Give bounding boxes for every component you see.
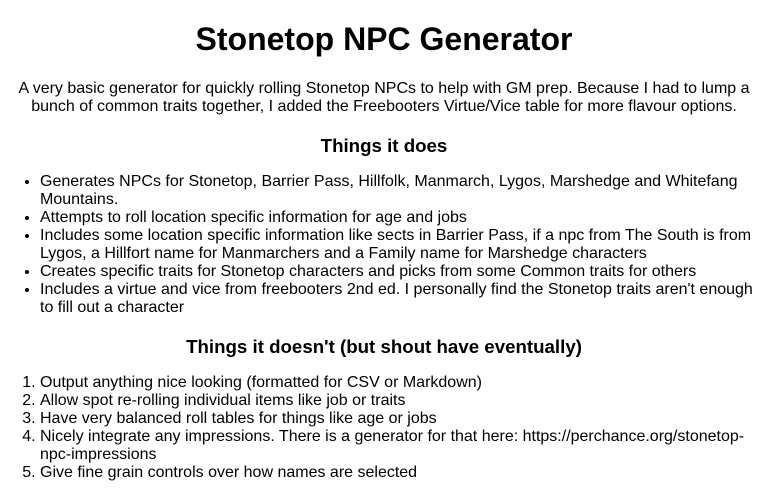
does-list — [8, 173, 760, 317]
list-item: • Attempts to roll location specific information for age and jobs — [40, 209, 760, 227]
intro-paragraph: A very basic generator for quickly rolling Stonetop NPCs to help with GM prep. Because I had to lump a bunch of common traits together, I added the Freebooters Virtue/Vice table for more flavour options. — [18, 80, 750, 115]
page-title: Stonetop NPC Generator — [195, 21, 573, 57]
list-item: • Includes a virtue and vice from freebooters 2nd ed. I personally find the Stonetop traits aren't enough to fill out a character — [40, 281, 760, 317]
list-item: 1. Output anything nice looking (formatted for CSV or Markdown) — [40, 374, 760, 392]
list-item: • Generates NPCs for Stonetop, Barrier Pass, Hillfolk, Manmarch, Lygos, Marshedge and Whitefang Mountains. — [40, 173, 760, 209]
doesnt-list — [8, 374, 760, 482]
section-heading-does: Things it does — [320, 135, 448, 156]
list-item: 2. Allow spot re-rolling individual items like job or traits — [40, 392, 760, 410]
list-item: • Includes some location specific information like sects in Barrier Pass, if a npc from The South is from Lygos, a Hillfort name for Manmarchers and a Family name for Marshedge characters — [40, 227, 760, 263]
page-content — [0, 21, 768, 482]
list-item: 3. Have very balanced roll tables for things like age or jobs — [40, 410, 760, 428]
list-item: • Creates specific traits for Stonetop characters and picks from some Common traits for others — [40, 263, 760, 281]
list-item: 5. Give fine grain controls over how names are selected — [40, 464, 760, 482]
list-item: 4. Nicely integrate any impressions. There is a generator for that here: https://perchance.org/stonetop-npc-impressions — [40, 428, 760, 464]
section-heading-doesnt: Things it doesn't (but shout have eventually) — [186, 336, 582, 357]
